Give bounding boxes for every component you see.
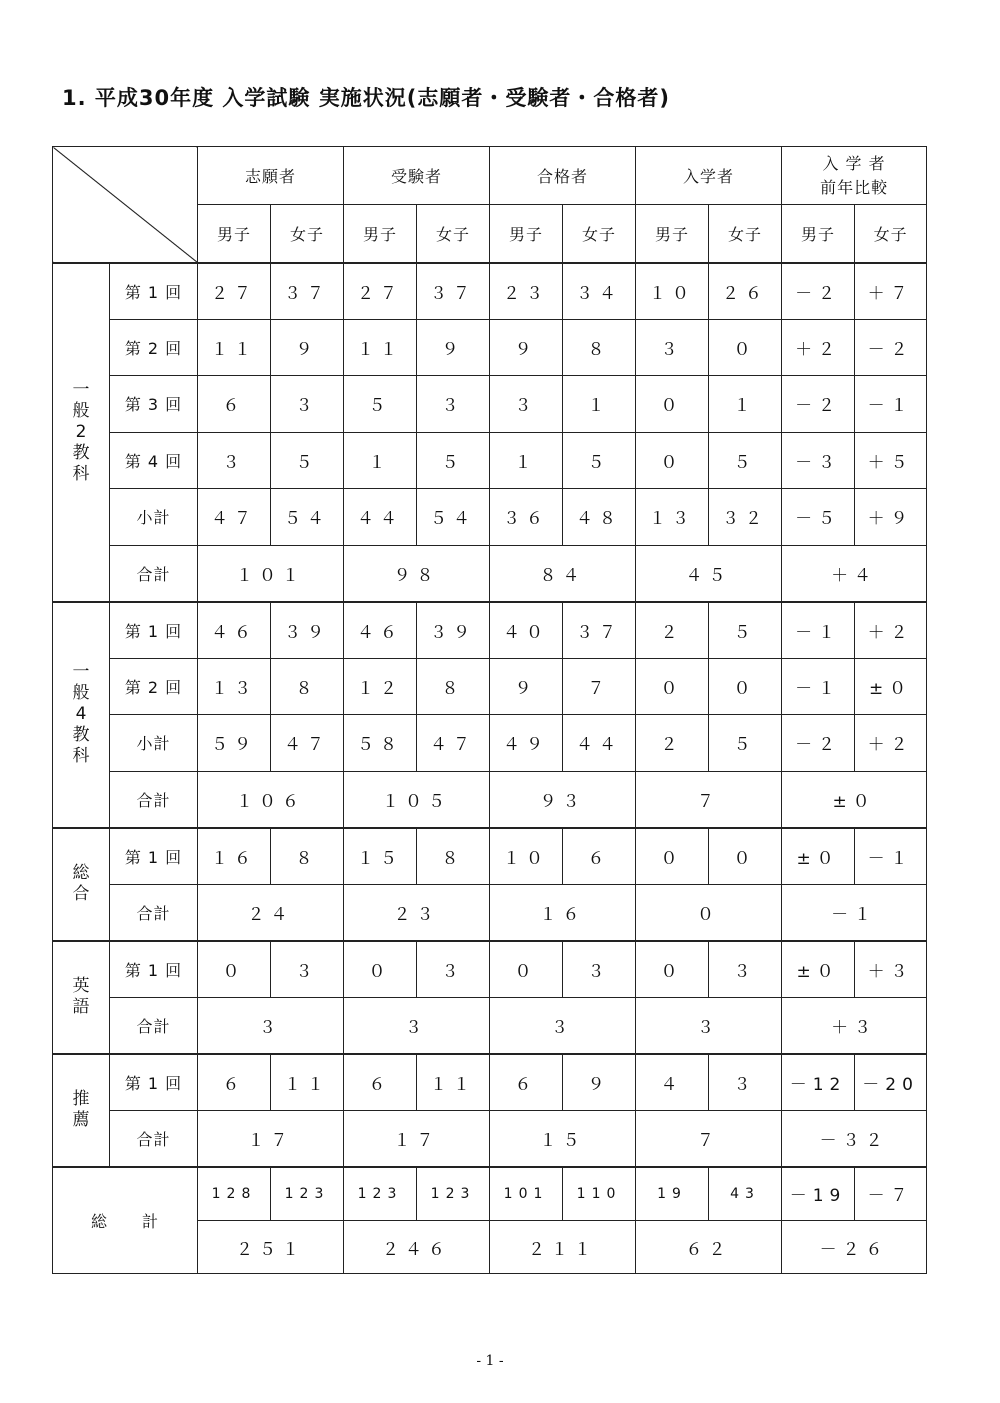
grand-total-cell: －７ — [855, 1167, 927, 1221]
data-cell: ２７ — [344, 263, 417, 320]
section-label-char: 英 — [72, 976, 90, 996]
header-passers: 合格者 — [490, 147, 636, 205]
data-cell: ２ — [636, 602, 709, 659]
data-cell: ０ — [636, 658, 709, 715]
table-row — [53, 489, 927, 546]
row-label: 第 2 回 — [110, 319, 198, 376]
row-label: 第 2 回 — [110, 658, 198, 715]
total-cell: －３２ — [782, 1110, 927, 1167]
total-row — [53, 1110, 927, 1167]
data-cell: －１ — [782, 658, 855, 715]
table-row — [53, 1054, 927, 1111]
data-cell: ３９ — [271, 602, 344, 659]
section-label — [53, 1054, 110, 1167]
grand-total-label: 総 計 — [53, 1167, 198, 1274]
data-cell: ５ — [709, 715, 782, 772]
data-cell: ９ — [563, 1054, 636, 1111]
data-cell: ６ — [198, 376, 271, 433]
total-cell: １７ — [198, 1110, 344, 1167]
total-cell: ８４ — [490, 545, 636, 602]
header-comparison-line1: 入 学 者 — [822, 153, 886, 173]
data-cell: ４６ — [198, 602, 271, 659]
row-label: 合計 — [110, 545, 198, 602]
data-cell: ４４ — [563, 715, 636, 772]
section-label-char: 推 — [72, 1089, 90, 1109]
data-cell: ３ — [417, 376, 490, 433]
data-cell: ４７ — [417, 715, 490, 772]
section-label — [53, 263, 110, 602]
data-cell: ３ — [271, 941, 344, 998]
data-cell: ３７ — [271, 263, 344, 320]
data-cell: －１ — [855, 828, 927, 885]
data-cell: ２７ — [198, 263, 271, 320]
total-cell: １６ — [490, 884, 636, 941]
section-label-text — [71, 1089, 91, 1131]
data-cell: １３ — [198, 658, 271, 715]
total-cell: ９８ — [344, 545, 490, 602]
data-cell: －20 — [855, 1054, 927, 1111]
total-cell: ９３ — [490, 771, 636, 828]
total-cell: ＋４ — [782, 545, 927, 602]
data-cell: １ — [709, 376, 782, 433]
data-cell: ９ — [417, 319, 490, 376]
row-label: 合計 — [110, 1110, 198, 1167]
total-cell: ２４ — [198, 884, 344, 941]
data-cell: ３７ — [417, 263, 490, 320]
header-female: 女子 — [417, 205, 490, 263]
row-label: 小計 — [110, 489, 198, 546]
data-cell: １ — [563, 376, 636, 433]
section-label-char: 薦 — [72, 1110, 90, 1130]
data-cell: １５ — [344, 828, 417, 885]
table-row — [53, 602, 927, 659]
data-cell: ５ — [709, 602, 782, 659]
data-cell: ２ — [636, 715, 709, 772]
table-body — [53, 147, 927, 1274]
page-title: 1. 平成30年度 入学試験 実施状況(志願者・受験者・合格者) — [62, 86, 670, 110]
row-label: 第 1 回 — [110, 941, 198, 998]
data-cell: ４ — [636, 1054, 709, 1111]
grand-total-sum-cell: ６２ — [636, 1221, 782, 1274]
data-cell: －１ — [855, 376, 927, 433]
data-cell: －２ — [782, 376, 855, 433]
data-cell: ±０ — [855, 658, 927, 715]
total-row — [53, 997, 927, 1054]
section-label-char: 2 — [75, 421, 87, 442]
header-female: 女子 — [709, 205, 782, 263]
section-label-char: 教 — [72, 725, 90, 745]
data-cell: ９ — [490, 658, 563, 715]
section-label — [53, 602, 110, 828]
data-cell: １０ — [490, 828, 563, 885]
header-male: 男子 — [636, 205, 709, 263]
row-label: 合計 — [110, 997, 198, 1054]
data-cell: ５ — [271, 432, 344, 489]
header-male: 男子 — [198, 205, 271, 263]
data-cell: １ — [490, 432, 563, 489]
data-cell: ４４ — [344, 489, 417, 546]
grand-total-sum-cell: ２４６ — [344, 1221, 490, 1274]
data-cell: ３７ — [563, 602, 636, 659]
data-cell: ５４ — [417, 489, 490, 546]
data-cell: １０ — [636, 263, 709, 320]
total-cell: １０５ — [344, 771, 490, 828]
data-cell: ０ — [709, 658, 782, 715]
data-cell: １６ — [198, 828, 271, 885]
header-examinees: 受験者 — [344, 147, 490, 205]
table-row — [53, 658, 927, 715]
total-row — [53, 545, 927, 602]
row-label: 第 1 回 — [110, 263, 198, 320]
data-cell: ６ — [563, 828, 636, 885]
data-cell: ０ — [198, 941, 271, 998]
header-female: 女子 — [271, 205, 344, 263]
data-cell: ９ — [490, 319, 563, 376]
section-label — [53, 941, 110, 1054]
total-cell: ３ — [344, 997, 490, 1054]
data-cell: ±０ — [782, 828, 855, 885]
data-cell: ４７ — [271, 715, 344, 772]
row-label: 第 4 回 — [110, 432, 198, 489]
section-label-char: 一 — [72, 662, 90, 682]
data-cell: ３２ — [709, 489, 782, 546]
data-cell: １１ — [198, 319, 271, 376]
row-label: 第 3 回 — [110, 376, 198, 433]
grand-total-sum-cell: －２６ — [782, 1221, 927, 1274]
data-cell: ３ — [417, 941, 490, 998]
grand-total-sum-cell: ２１１ — [490, 1221, 636, 1274]
data-cell: ８ — [563, 319, 636, 376]
table-row — [53, 432, 927, 489]
section-label-char: 般 — [72, 683, 90, 703]
table-row — [53, 376, 927, 433]
header-applicants: 志願者 — [198, 147, 344, 205]
grand-total-row — [53, 1167, 927, 1221]
total-row — [53, 771, 927, 828]
data-cell: ２３ — [490, 263, 563, 320]
page-number: - 1 - — [476, 1353, 504, 1369]
data-cell: －１ — [782, 602, 855, 659]
grand-total-cell: 123 — [271, 1167, 344, 1221]
data-cell: ７ — [563, 658, 636, 715]
data-cell: ０ — [636, 376, 709, 433]
data-cell: ５ — [709, 432, 782, 489]
grand-total-cell: 101 — [490, 1167, 563, 1221]
total-cell: ±０ — [782, 771, 927, 828]
header-corner-cell — [53, 147, 198, 263]
total-cell: ３ — [490, 997, 636, 1054]
data-cell: ３９ — [417, 602, 490, 659]
section-label — [53, 828, 110, 941]
row-label: 小計 — [110, 715, 198, 772]
total-cell: ２３ — [344, 884, 490, 941]
table-row — [53, 941, 927, 998]
header-female: 女子 — [563, 205, 636, 263]
data-cell: ３ — [709, 1054, 782, 1111]
total-cell: －１ — [782, 884, 927, 941]
data-cell: ５４ — [271, 489, 344, 546]
row-label: 合計 — [110, 771, 198, 828]
data-cell: １ — [344, 432, 417, 489]
total-cell: ７ — [636, 1110, 782, 1167]
table-row — [53, 715, 927, 772]
grand-total-cell: －19 — [782, 1167, 855, 1221]
header-comparison — [782, 147, 927, 205]
grand-total-cell: 19 — [636, 1167, 709, 1221]
total-cell: ４５ — [636, 545, 782, 602]
data-cell: ＋３ — [855, 941, 927, 998]
data-cell: ＋２ — [855, 715, 927, 772]
total-cell: １０６ — [198, 771, 344, 828]
data-cell: ５ — [563, 432, 636, 489]
table-row — [53, 828, 927, 885]
table-row — [53, 263, 927, 320]
grand-total-cell: 123 — [344, 1167, 417, 1221]
data-cell: ０ — [636, 828, 709, 885]
data-cell: ±０ — [782, 941, 855, 998]
data-cell: ６ — [198, 1054, 271, 1111]
data-cell: １１ — [417, 1054, 490, 1111]
data-cell: －２ — [782, 263, 855, 320]
section-label-char: 合 — [72, 884, 90, 904]
data-cell: ４９ — [490, 715, 563, 772]
data-cell: －２ — [782, 715, 855, 772]
header-male: 男子 — [782, 205, 855, 263]
header-enrollees: 入学者 — [636, 147, 782, 205]
data-cell: ＋９ — [855, 489, 927, 546]
data-cell: ３ — [636, 319, 709, 376]
section-label-text — [71, 976, 91, 1018]
header-male: 男子 — [344, 205, 417, 263]
data-cell: ４０ — [490, 602, 563, 659]
total-row — [53, 884, 927, 941]
grand-total-cell: 110 — [563, 1167, 636, 1221]
data-cell: ４８ — [563, 489, 636, 546]
data-cell: ２６ — [709, 263, 782, 320]
data-cell: ５９ — [198, 715, 271, 772]
section-label-char: 般 — [72, 400, 90, 421]
section-label-char: 教 — [72, 442, 90, 463]
data-cell: ＋７ — [855, 263, 927, 320]
data-cell: －５ — [782, 489, 855, 546]
data-cell: ３６ — [490, 489, 563, 546]
data-cell: ８ — [271, 658, 344, 715]
data-cell: ４７ — [198, 489, 271, 546]
data-cell: ６ — [344, 1054, 417, 1111]
section-label-char: 科 — [72, 746, 90, 766]
data-cell: ５８ — [344, 715, 417, 772]
data-cell: －２ — [855, 319, 927, 376]
row-label: 合計 — [110, 884, 198, 941]
grand-total-cell: 123 — [417, 1167, 490, 1221]
total-cell: １５ — [490, 1110, 636, 1167]
data-cell: ６ — [490, 1054, 563, 1111]
section-label-char: 総 — [72, 863, 90, 883]
data-cell: ８ — [417, 828, 490, 885]
total-cell: ３ — [636, 997, 782, 1054]
data-cell: ０ — [490, 941, 563, 998]
data-cell: －３ — [782, 432, 855, 489]
admission-results-table — [52, 146, 927, 1274]
data-cell: ０ — [709, 319, 782, 376]
total-cell: ７ — [636, 771, 782, 828]
data-cell: １３ — [636, 489, 709, 546]
grand-total-sum-cell: ２５１ — [198, 1221, 344, 1274]
data-cell: ３４ — [563, 263, 636, 320]
data-cell: ５ — [417, 432, 490, 489]
grand-total-cell: 43 — [709, 1167, 782, 1221]
data-cell: １２ — [344, 658, 417, 715]
row-label: 第 1 回 — [110, 828, 198, 885]
header-comparison-line2: 前年比較 — [820, 177, 889, 197]
total-cell: ３ — [198, 997, 344, 1054]
section-label-char: 4 — [75, 704, 87, 724]
data-cell: ８ — [271, 828, 344, 885]
total-cell: ＋３ — [782, 997, 927, 1054]
total-cell: １０１ — [198, 545, 344, 602]
data-cell: １１ — [344, 319, 417, 376]
row-label: 第 1 回 — [110, 602, 198, 659]
header-male: 男子 — [490, 205, 563, 263]
data-cell: ８ — [417, 658, 490, 715]
data-cell: ５ — [344, 376, 417, 433]
data-cell: １１ — [271, 1054, 344, 1111]
data-cell: ０ — [344, 941, 417, 998]
row-label: 第 1 回 — [110, 1054, 198, 1111]
data-cell: －12 — [782, 1054, 855, 1111]
data-cell: ３ — [563, 941, 636, 998]
section-label-text — [71, 863, 91, 905]
data-cell: ＋２ — [782, 319, 855, 376]
section-label-char: 一 — [72, 379, 90, 400]
section-label-char: 語 — [72, 997, 90, 1017]
data-cell: ０ — [709, 828, 782, 885]
section-label-text — [71, 662, 91, 767]
table-row — [53, 319, 927, 376]
grand-total-cell: 128 — [198, 1167, 271, 1221]
section-label-char: 科 — [72, 463, 90, 484]
total-cell: ０ — [636, 884, 782, 941]
data-cell: ３ — [198, 432, 271, 489]
data-cell: ９ — [271, 319, 344, 376]
data-cell: ３ — [490, 376, 563, 433]
header-row-groups — [53, 147, 927, 205]
total-cell: １７ — [344, 1110, 490, 1167]
data-cell: ０ — [636, 432, 709, 489]
data-cell: ＋５ — [855, 432, 927, 489]
data-cell: ４６ — [344, 602, 417, 659]
data-cell: ０ — [636, 941, 709, 998]
data-cell: ＋２ — [855, 602, 927, 659]
header-female: 女子 — [855, 205, 927, 263]
data-cell: ３ — [271, 376, 344, 433]
section-label-text — [71, 380, 91, 485]
data-cell: ３ — [709, 941, 782, 998]
